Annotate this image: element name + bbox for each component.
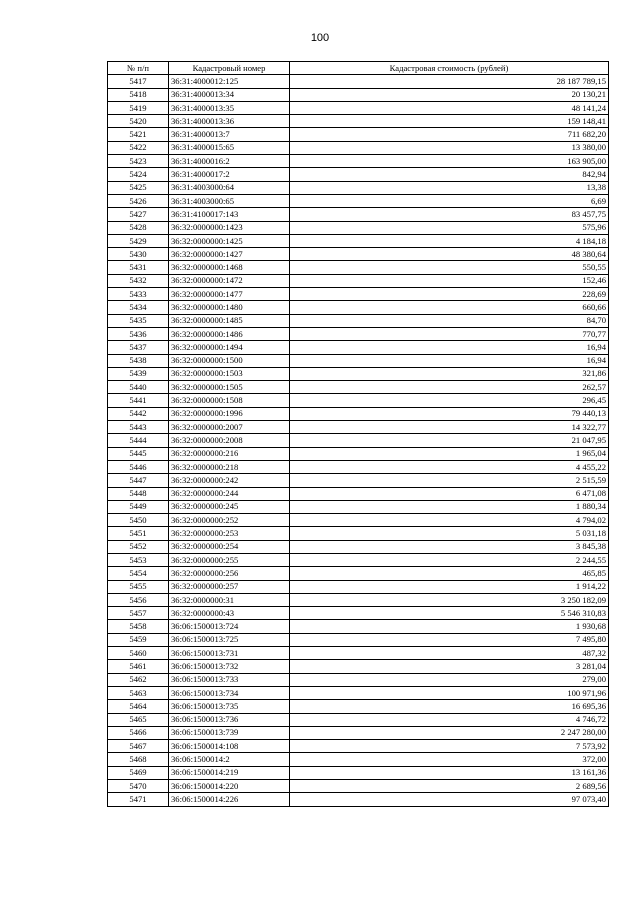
table-row: [108, 567, 609, 580]
cadastral-number-cell: 36:06:1500013:725: [169, 633, 290, 646]
cadastral-value-cell: 4 746,72: [290, 713, 609, 726]
row-number-cell: 5446: [108, 460, 169, 473]
row-number-cell: 5443: [108, 421, 169, 434]
table-row: [108, 221, 609, 234]
row-number-cell: 5442: [108, 407, 169, 420]
row-number-cell: 5471: [108, 793, 169, 806]
cadastral-value-cell: 575,96: [290, 221, 609, 234]
cadastral-number-cell: 36:31:4000013:36: [169, 115, 290, 128]
cadastral-number-cell: 36:31:4000016:2: [169, 155, 290, 168]
cadastral-number-cell: 36:06:1500013:724: [169, 620, 290, 633]
cadastral-value-cell: 5 546 310,83: [290, 607, 609, 620]
row-number-cell: 5445: [108, 447, 169, 460]
table-row: [108, 367, 609, 380]
row-number-cell: 5422: [108, 141, 169, 154]
cadastral-number-cell: 36:06:1500013:733: [169, 673, 290, 686]
cadastral-number-cell: 36:32:0000000:1486: [169, 327, 290, 340]
cadastral-number-cell: 36:32:0000000:1503: [169, 367, 290, 380]
cadastral-value-cell: 48 141,24: [290, 101, 609, 114]
table-row: [108, 500, 609, 513]
cadastral-value-cell: 1 930,68: [290, 620, 609, 633]
cadastral-number-cell: 36:06:1500014:2: [169, 753, 290, 766]
row-number-cell: 5424: [108, 168, 169, 181]
cadastral-number-cell: 36:31:4000017:2: [169, 168, 290, 181]
cadastral-value-cell: 1 880,34: [290, 500, 609, 513]
row-number-cell: 5452: [108, 540, 169, 553]
cadastral-value-table: [107, 61, 609, 807]
row-number-cell: 5429: [108, 234, 169, 247]
table-row: [108, 314, 609, 327]
row-number-cell: 5454: [108, 567, 169, 580]
table-row: [108, 301, 609, 314]
cadastral-number-cell: 36:06:1500013:735: [169, 700, 290, 713]
row-number-cell: 5449: [108, 500, 169, 513]
table-row: [108, 793, 609, 806]
cadastral-value-cell: 20 130,21: [290, 88, 609, 101]
table-row: [108, 274, 609, 287]
cadastral-value-cell: 550,55: [290, 261, 609, 274]
cadastral-number-cell: 36:32:0000000:1423: [169, 221, 290, 234]
row-number-cell: 5461: [108, 660, 169, 673]
cadastral-number-cell: 36:32:0000000:1494: [169, 341, 290, 354]
row-number-cell: 5463: [108, 686, 169, 699]
row-number-cell: 5448: [108, 487, 169, 500]
cadastral-value-cell: 3 845,38: [290, 540, 609, 553]
table-row: [108, 447, 609, 460]
cadastral-value-cell: 4 455,22: [290, 460, 609, 473]
cadastral-number-cell: 36:31:4000015:65: [169, 141, 290, 154]
cadastral-number-cell: 36:32:0000000:242: [169, 474, 290, 487]
cadastral-number-cell: 36:06:1500013:734: [169, 686, 290, 699]
table-row: [108, 394, 609, 407]
cadastral-value-cell: 16,94: [290, 341, 609, 354]
cadastral-value-cell: 13,38: [290, 181, 609, 194]
cadastral-value-cell: 163 905,00: [290, 155, 609, 168]
table-row: [108, 673, 609, 686]
table-row: [108, 660, 609, 673]
cadastral-number-cell: 36:32:0000000:254: [169, 540, 290, 553]
table-row: [108, 527, 609, 540]
row-number-cell: 5423: [108, 155, 169, 168]
row-number-cell: 5437: [108, 341, 169, 354]
table-row: [108, 726, 609, 739]
table-row: [108, 208, 609, 221]
row-number-cell: 5468: [108, 753, 169, 766]
row-number-cell: 5456: [108, 593, 169, 606]
cadastral-number-cell: 36:32:0000000:257: [169, 580, 290, 593]
table-row: [108, 553, 609, 566]
cadastral-value-cell: 21 047,95: [290, 434, 609, 447]
header-cadastral-value: Кадастровая стоимость (рублей): [290, 62, 609, 75]
table-row: [108, 288, 609, 301]
table-row: [108, 766, 609, 779]
cadastral-number-cell: 36:06:1500014:226: [169, 793, 290, 806]
cadastral-number-cell: 36:31:4003000:64: [169, 181, 290, 194]
row-number-cell: 5427: [108, 208, 169, 221]
row-number-cell: 5432: [108, 274, 169, 287]
cadastral-number-cell: 36:31:4000012:125: [169, 75, 290, 88]
row-number-cell: 5447: [108, 474, 169, 487]
cadastral-value-cell: 14 322,77: [290, 421, 609, 434]
cadastral-number-cell: 36:31:4000013:34: [169, 88, 290, 101]
cadastral-number-cell: 36:32:0000000:252: [169, 514, 290, 527]
cadastral-number-cell: 36:32:0000000:1508: [169, 394, 290, 407]
cadastral-value-cell: 159 148,41: [290, 115, 609, 128]
row-number-cell: 5453: [108, 553, 169, 566]
table-row: [108, 234, 609, 247]
cadastral-number-cell: 36:32:0000000:256: [169, 567, 290, 580]
table-row: [108, 128, 609, 141]
table-row: [108, 780, 609, 793]
page-number: 100: [310, 32, 330, 44]
cadastral-value-cell: 465,85: [290, 567, 609, 580]
table-row: [108, 460, 609, 473]
cadastral-value-cell: 6,69: [290, 194, 609, 207]
row-number-cell: 5457: [108, 607, 169, 620]
cadastral-value-cell: 13 161,36: [290, 766, 609, 779]
row-number-cell: 5451: [108, 527, 169, 540]
cadastral-value-cell: 7 495,80: [290, 633, 609, 646]
cadastral-number-cell: 36:32:0000000:1468: [169, 261, 290, 274]
header-row-number: № п/п: [108, 62, 169, 75]
row-number-cell: 5428: [108, 221, 169, 234]
cadastral-value-cell: 487,32: [290, 647, 609, 660]
cadastral-number-cell: 36:32:0000000:216: [169, 447, 290, 460]
table-row: [108, 580, 609, 593]
cadastral-number-cell: 36:06:1500013:736: [169, 713, 290, 726]
row-number-cell: 5470: [108, 780, 169, 793]
row-number-cell: 5438: [108, 354, 169, 367]
cadastral-value-cell: 296,45: [290, 394, 609, 407]
cadastral-value-cell: 7 573,92: [290, 740, 609, 753]
row-number-cell: 5440: [108, 381, 169, 394]
table-row: [108, 194, 609, 207]
cadastral-value-cell: 660,66: [290, 301, 609, 314]
table-header: [108, 62, 609, 75]
table-row: [108, 181, 609, 194]
cadastral-number-cell: 36:31:4100017:143: [169, 208, 290, 221]
table-row: [108, 633, 609, 646]
table-row: [108, 700, 609, 713]
cadastral-value-cell: 16,94: [290, 354, 609, 367]
table-row: [108, 620, 609, 633]
cadastral-value-cell: 228,69: [290, 288, 609, 301]
header-cadastral-number: Кадастровый номер: [169, 62, 290, 75]
cadastral-value-cell: 1 965,04: [290, 447, 609, 460]
row-number-cell: 5425: [108, 181, 169, 194]
cadastral-value-cell: 79 440,13: [290, 407, 609, 420]
table-row: [108, 647, 609, 660]
table-row: [108, 421, 609, 434]
cadastral-number-cell: 36:32:0000000:43: [169, 607, 290, 620]
table-row: [108, 101, 609, 114]
cadastral-number-cell: 36:06:1500013:739: [169, 726, 290, 739]
cadastral-number-cell: 36:32:0000000:1505: [169, 381, 290, 394]
cadastral-number-cell: 36:32:0000000:1425: [169, 234, 290, 247]
cadastral-value-cell: 97 073,40: [290, 793, 609, 806]
table-body: [108, 75, 609, 806]
cadastral-value-cell: 2 515,59: [290, 474, 609, 487]
cadastral-number-cell: 36:06:1500014:219: [169, 766, 290, 779]
row-number-cell: 5439: [108, 367, 169, 380]
cadastral-number-cell: 36:32:0000000:2008: [169, 434, 290, 447]
cadastral-value-cell: 2 244,55: [290, 553, 609, 566]
table-row: [108, 487, 609, 500]
cadastral-number-cell: 36:32:0000000:245: [169, 500, 290, 513]
table-row: [108, 540, 609, 553]
cadastral-value-cell: 152,46: [290, 274, 609, 287]
cadastral-number-cell: 36:06:1500014:220: [169, 780, 290, 793]
cadastral-value-cell: 2 689,56: [290, 780, 609, 793]
table-row: [108, 407, 609, 420]
cadastral-number-cell: 36:32:0000000:1427: [169, 248, 290, 261]
row-number-cell: 5441: [108, 394, 169, 407]
table-row: [108, 474, 609, 487]
cadastral-value-cell: 83 457,75: [290, 208, 609, 221]
cadastral-value-cell: 321,86: [290, 367, 609, 380]
row-number-cell: 5434: [108, 301, 169, 314]
cadastral-value-cell: 5 031,18: [290, 527, 609, 540]
cadastral-number-cell: 36:32:0000000:1477: [169, 288, 290, 301]
row-number-cell: 5450: [108, 514, 169, 527]
cadastral-number-cell: 36:32:0000000:1472: [169, 274, 290, 287]
table-row: [108, 261, 609, 274]
cadastral-number-cell: 36:32:0000000:2007: [169, 421, 290, 434]
table-row: [108, 75, 609, 88]
cadastral-number-cell: 36:32:0000000:1996: [169, 407, 290, 420]
cadastral-value-cell: 16 695,36: [290, 700, 609, 713]
table-row: [108, 514, 609, 527]
row-number-cell: 5433: [108, 288, 169, 301]
cadastral-value-cell: 4 184,18: [290, 234, 609, 247]
table-row: [108, 753, 609, 766]
cadastral-number-cell: 36:32:0000000:218: [169, 460, 290, 473]
cadastral-value-cell: 372,00: [290, 753, 609, 766]
row-number-cell: 5460: [108, 647, 169, 660]
table-row: [108, 141, 609, 154]
cadastral-value-cell: 84,70: [290, 314, 609, 327]
table-row: [108, 88, 609, 101]
cadastral-value-cell: 13 380,00: [290, 141, 609, 154]
cadastral-number-cell: 36:31:4000013:35: [169, 101, 290, 114]
cadastral-value-cell: 28 187 789,15: [290, 75, 609, 88]
row-number-cell: 5455: [108, 580, 169, 593]
row-number-cell: 5435: [108, 314, 169, 327]
row-number-cell: 5459: [108, 633, 169, 646]
row-number-cell: 5417: [108, 75, 169, 88]
row-number-cell: 5426: [108, 194, 169, 207]
row-number-cell: 5419: [108, 101, 169, 114]
cadastral-value-cell: 6 471,08: [290, 487, 609, 500]
cadastral-number-cell: 36:32:0000000:1480: [169, 301, 290, 314]
row-number-cell: 5464: [108, 700, 169, 713]
row-number-cell: 5418: [108, 88, 169, 101]
row-number-cell: 5467: [108, 740, 169, 753]
row-number-cell: 5469: [108, 766, 169, 779]
cadastral-number-cell: 36:32:0000000:244: [169, 487, 290, 500]
cadastral-number-cell: 36:32:0000000:31: [169, 593, 290, 606]
cadastral-number-cell: 36:06:1500013:731: [169, 647, 290, 660]
table-row: [108, 607, 609, 620]
table-row: [108, 434, 609, 447]
row-number-cell: 5466: [108, 726, 169, 739]
cadastral-number-cell: 36:31:4003000:65: [169, 194, 290, 207]
table-row: [108, 354, 609, 367]
table-row: [108, 327, 609, 340]
cadastral-value-cell: 1 914,22: [290, 580, 609, 593]
row-number-cell: 5458: [108, 620, 169, 633]
table-row: [108, 115, 609, 128]
table-row: [108, 341, 609, 354]
cadastral-value-cell: 4 794,02: [290, 514, 609, 527]
row-number-cell: 5444: [108, 434, 169, 447]
cadastral-value-cell: 3 281,04: [290, 660, 609, 673]
cadastral-value-cell: 711 682,20: [290, 128, 609, 141]
row-number-cell: 5420: [108, 115, 169, 128]
table-row: [108, 686, 609, 699]
row-number-cell: 5431: [108, 261, 169, 274]
table-row: [108, 593, 609, 606]
cadastral-number-cell: 36:32:0000000:255: [169, 553, 290, 566]
cadastral-number-cell: 36:06:1500014:108: [169, 740, 290, 753]
cadastral-value-cell: 2 247 280,00: [290, 726, 609, 739]
cadastral-number-cell: 36:31:4000013:7: [169, 128, 290, 141]
table-row: [108, 740, 609, 753]
row-number-cell: 5421: [108, 128, 169, 141]
cadastral-value-cell: 48 380,64: [290, 248, 609, 261]
table-row: [108, 168, 609, 181]
table-row: [108, 155, 609, 168]
cadastral-value-cell: 770,77: [290, 327, 609, 340]
row-number-cell: 5430: [108, 248, 169, 261]
row-number-cell: 5436: [108, 327, 169, 340]
cadastral-number-cell: 36:06:1500013:732: [169, 660, 290, 673]
cadastral-value-cell: 279,00: [290, 673, 609, 686]
cadastral-number-cell: 36:32:0000000:253: [169, 527, 290, 540]
cadastral-value-cell: 100 971,96: [290, 686, 609, 699]
cadastral-value-cell: 842,94: [290, 168, 609, 181]
cadastral-value-cell: 3 250 182,09: [290, 593, 609, 606]
cadastral-value-cell: 262,57: [290, 381, 609, 394]
table-row: [108, 248, 609, 261]
table-row: [108, 381, 609, 394]
cadastral-number-cell: 36:32:0000000:1485: [169, 314, 290, 327]
cadastral-number-cell: 36:32:0000000:1500: [169, 354, 290, 367]
row-number-cell: 5465: [108, 713, 169, 726]
row-number-cell: 5462: [108, 673, 169, 686]
table-row: [108, 713, 609, 726]
header-row: [108, 62, 609, 75]
